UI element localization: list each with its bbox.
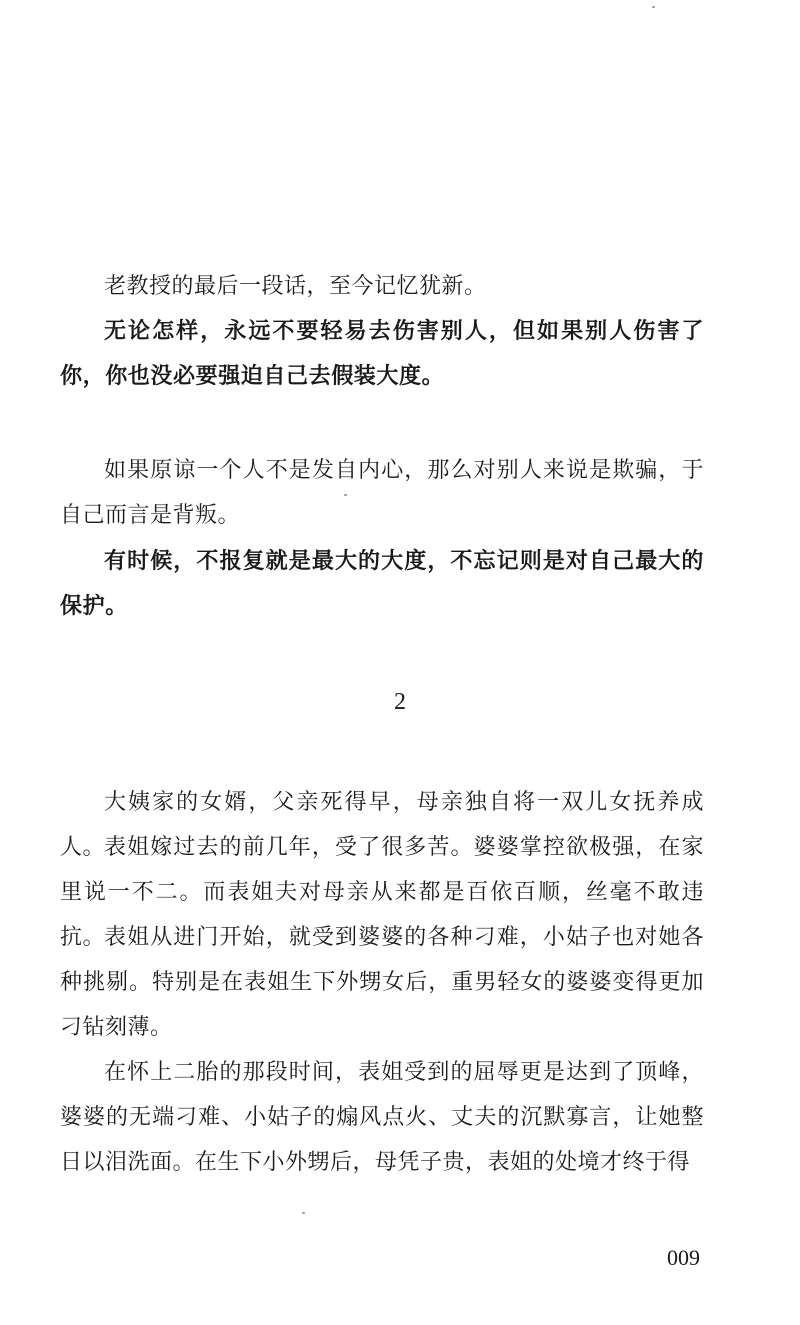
paragraph-early-years: 表姐嫁过去的前几年，受了很多苦。婆婆掌控欲极强，在家里说一不二。而表姐夫对母亲从来都是百依百顺，丝毫不敢违抗。 (60, 835, 704, 950)
paragraph-cousin-husband: 大姨家的女婿，父亲死得早，母亲独自将一双儿女抚养成人。 (60, 790, 704, 860)
paragraph-second-child: 在怀上二胎的那段时间，表姐受到的屈辱更是达到了顶峰，婆婆的无端刁难、小姑子的煽风点火、丈夫的沉默寡言，让她整日以泪洗面。在生下小外甥后，母凭子贵，表姐的处境才终于得 (60, 1060, 704, 1175)
scan-speck (344, 494, 347, 496)
paragraph-forgiveness: 如果原谅一个人不是发自内心，那么对别人来说是欺骗，于自己而言是背叛。 (60, 458, 704, 528)
section-number: 2 (394, 689, 406, 715)
paragraph-professor-words: 老教授的最后一段话，至今记忆犹新。 (104, 274, 487, 299)
scan-speck (302, 1212, 305, 1214)
paragraph-difficulties: 表姐从进门开始，就受到婆婆的各种刁难，小姑子也对她各种挑剔。特别是在表姐生下外甥女后，重男轻女的婆婆变得更加刁钻刻薄。 (60, 925, 704, 1040)
page-number: 009 (667, 1245, 700, 1270)
paragraph-bold-advice: 无论怎样，永远不要轻易去伤害别人，但如果别人伤害了你，你也没必要强迫自己去假装大度。 (60, 319, 704, 389)
scan-speck (652, 6, 655, 8)
paragraph-bold-protection: 有时候，不报复就是最大的大度，不忘记则是对自己最大的保护。 (60, 549, 704, 619)
